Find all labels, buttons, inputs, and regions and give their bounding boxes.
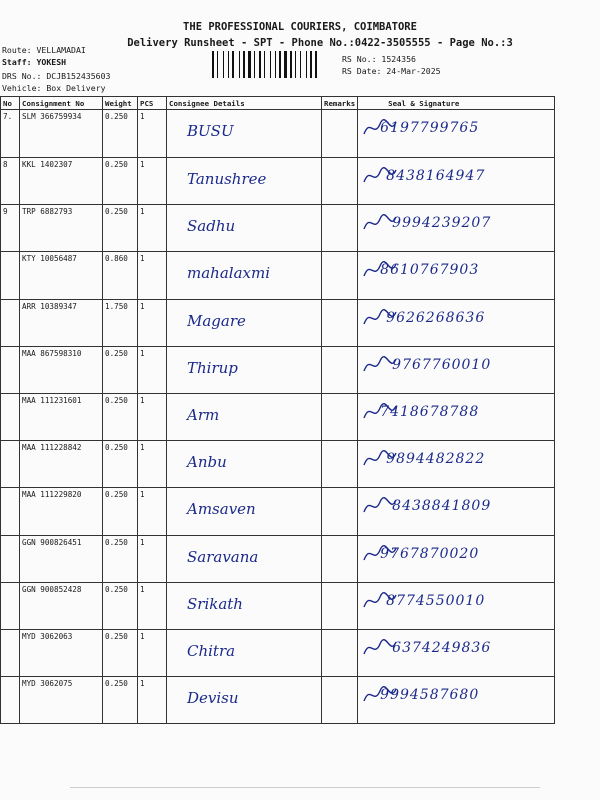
- signature-area: [360, 585, 552, 609]
- remarks-cell: [322, 583, 358, 630]
- consignee-name: Amsaven: [187, 500, 256, 518]
- remarks-cell: [322, 347, 358, 394]
- row-no: [1, 394, 20, 441]
- pcs: 1: [138, 630, 167, 677]
- signature-phone: 6374249836: [392, 640, 492, 656]
- consignee-name: Magare: [187, 312, 246, 330]
- signature-area: [360, 160, 552, 184]
- signature-cell: [358, 347, 555, 394]
- signature-area: [360, 302, 552, 326]
- pcs: 1: [138, 583, 167, 630]
- table-row: [1, 347, 555, 394]
- consignment-no: MAA 111229820: [20, 488, 103, 536]
- pcs: 1: [138, 158, 167, 205]
- remarks-cell: [322, 536, 358, 583]
- pcs: 1: [138, 677, 167, 724]
- weight: 0.250: [103, 394, 138, 441]
- signature-phone: 8610767903: [380, 262, 480, 278]
- consignee-cell: [167, 583, 322, 630]
- pcs: 1: [138, 300, 167, 347]
- consignee-name: mahalaxmi: [187, 264, 270, 282]
- table-row: [1, 205, 555, 252]
- signature-cell: [358, 158, 555, 205]
- consignee-name: Srikath: [187, 595, 243, 613]
- consignee-cell: [167, 158, 322, 205]
- weight: 0.250: [103, 536, 138, 583]
- signature-phone: 6197799765: [380, 120, 480, 136]
- row-no: [1, 630, 20, 677]
- col-header-pcs: PCS: [138, 97, 167, 110]
- signature-area: [360, 538, 552, 562]
- signature-area: [360, 207, 552, 231]
- consignee-cell: [167, 441, 322, 488]
- consignee-cell: [167, 347, 322, 394]
- col-header-consignee: Consignee Details: [167, 97, 322, 110]
- consignment-no: GGN 900826451: [20, 536, 103, 583]
- consignment-no: SLM 366759934: [20, 110, 103, 158]
- row-no: [1, 583, 20, 630]
- remarks-cell: [322, 300, 358, 347]
- table-row: [1, 536, 555, 583]
- signature-area: [360, 349, 552, 373]
- rs-number: RS No.: 1524356: [342, 54, 416, 64]
- row-no: [1, 300, 20, 347]
- runsheet-table: [0, 96, 555, 724]
- remarks-cell: [322, 394, 358, 441]
- table-row: [1, 488, 555, 536]
- sheet-subtitle: Delivery Runsheet - SPT - Phone No.:0422-3505555 - Page No.:3: [127, 37, 513, 49]
- row-no: [1, 347, 20, 394]
- remarks-cell: [322, 677, 358, 724]
- rs-date: RS Date: 24-Mar-2025: [342, 66, 441, 76]
- signature-cell: [358, 252, 555, 300]
- consignee-cell: [167, 677, 322, 724]
- weight: 0.860: [103, 252, 138, 300]
- vehicle-label: Vehicle: Box Delivery: [2, 83, 106, 93]
- col-header-weight: Weight: [103, 97, 138, 110]
- row-no: 7.: [1, 110, 20, 158]
- remarks-cell: [322, 205, 358, 252]
- consignee-name: Saravana: [187, 548, 259, 566]
- remarks-cell: [322, 488, 358, 536]
- row-no: 8: [1, 158, 20, 205]
- rs-info: [342, 53, 441, 77]
- remarks-cell: [322, 441, 358, 488]
- col-header-remarks: Remarks: [322, 97, 358, 110]
- staff-label: Staff: YOKESH: [2, 57, 67, 67]
- consignee-cell: [167, 488, 322, 536]
- signature-cell: [358, 441, 555, 488]
- consignee-cell: [167, 252, 322, 300]
- col-header-no: No: [1, 97, 20, 110]
- consignment-no: MYD 3062075: [20, 677, 103, 724]
- pcs: 1: [138, 205, 167, 252]
- weight: 0.250: [103, 110, 138, 158]
- weight: 0.250: [103, 347, 138, 394]
- pcs: 1: [138, 110, 167, 158]
- consignment-no: ARR 10389347: [20, 300, 103, 347]
- weight: 0.250: [103, 205, 138, 252]
- signature-cell: [358, 110, 555, 158]
- sheet-title: THE PROFESSIONAL COURIERS, COIMBATORE: [183, 21, 417, 33]
- col-header-signature: Seal & Signature: [358, 97, 555, 110]
- signature-cell: [358, 300, 555, 347]
- route-label: Route: VELLAMADAI: [2, 45, 86, 55]
- col-header-consignment: Consignment No: [20, 97, 103, 110]
- remarks-cell: [322, 110, 358, 158]
- signature-cell: [358, 677, 555, 724]
- row-no: [1, 536, 20, 583]
- pcs: 1: [138, 536, 167, 583]
- consignment-no: MYD 3062063: [20, 630, 103, 677]
- consignee-cell: [167, 110, 322, 158]
- consignee-name: Devisu: [187, 689, 239, 707]
- table-row: [1, 677, 555, 724]
- page-crease: [70, 787, 540, 788]
- consignment-no: KKL 1402307: [20, 158, 103, 205]
- consignee-cell: [167, 394, 322, 441]
- signature-cell: [358, 205, 555, 252]
- table-row: [1, 158, 555, 205]
- signature-cell: [358, 394, 555, 441]
- barcode: [212, 51, 334, 78]
- weight: 0.250: [103, 441, 138, 488]
- weight: 0.250: [103, 630, 138, 677]
- signature-area: [360, 254, 552, 278]
- signature-area: [360, 679, 552, 703]
- table-row: [1, 394, 555, 441]
- consignment-no: GGN 900852428: [20, 583, 103, 630]
- consignee-name: Arm: [187, 406, 220, 424]
- row-no: 9: [1, 205, 20, 252]
- consignee-name: Sadhu: [187, 217, 236, 235]
- row-no: [1, 441, 20, 488]
- weight: 0.250: [103, 677, 138, 724]
- pcs: 1: [138, 441, 167, 488]
- table-header-row: [1, 97, 555, 110]
- consignee-cell: [167, 205, 322, 252]
- consignee-name: Chitra: [187, 642, 236, 660]
- signature-phone: 9767870020: [380, 546, 480, 562]
- row-no: [1, 252, 20, 300]
- signature-cell: [358, 630, 555, 677]
- table-row: [1, 300, 555, 347]
- signature-phone: 7418678788: [380, 404, 480, 420]
- weight: 1.750: [103, 300, 138, 347]
- signature-area: [360, 490, 552, 514]
- signature-cell: [358, 536, 555, 583]
- signature-phone: 9626268636: [386, 310, 486, 326]
- consignee-name: BUSU: [187, 122, 234, 140]
- signature-area: [360, 396, 552, 420]
- weight: 0.250: [103, 488, 138, 536]
- consignee-cell: [167, 300, 322, 347]
- drs-label: DRS No.: DCJB152435603: [2, 71, 111, 81]
- signature-phone: 8438841809: [392, 498, 492, 514]
- signature-phone: 8774550010: [386, 593, 486, 609]
- signature-area: [360, 112, 552, 136]
- row-no: [1, 677, 20, 724]
- consignment-no: MAA 111228842: [20, 441, 103, 488]
- signature-area: [360, 632, 552, 656]
- consignment-no: MAA 867598310: [20, 347, 103, 394]
- table-row: [1, 110, 555, 158]
- weight: 0.250: [103, 583, 138, 630]
- consignee-name: Tanushree: [187, 170, 267, 188]
- signature-area: [360, 443, 552, 467]
- table-row: [1, 252, 555, 300]
- consignment-no: MAA 111231601: [20, 394, 103, 441]
- remarks-cell: [322, 158, 358, 205]
- signature-cell: [358, 583, 555, 630]
- signature-phone: 9994239207: [392, 215, 492, 231]
- consignee-cell: [167, 536, 322, 583]
- signature-phone: 8438164947: [386, 168, 486, 184]
- signature-phone: 9994587680: [380, 687, 480, 703]
- weight: 0.250: [103, 158, 138, 205]
- table-row: [1, 583, 555, 630]
- consignee-name: Anbu: [187, 453, 227, 471]
- signature-phone: 9767760010: [392, 357, 492, 373]
- table-row: [1, 441, 555, 488]
- signature-phone: 9894482822: [386, 451, 486, 467]
- pcs: 1: [138, 252, 167, 300]
- remarks-cell: [322, 252, 358, 300]
- pcs: 1: [138, 488, 167, 536]
- consignment-no: TRP 6882793: [20, 205, 103, 252]
- consignee-cell: [167, 630, 322, 677]
- remarks-cell: [322, 630, 358, 677]
- row-no: [1, 488, 20, 536]
- consignee-name: Thirup: [187, 359, 238, 377]
- signature-cell: [358, 488, 555, 536]
- consignment-no: KTY 10056487: [20, 252, 103, 300]
- table-row: [1, 630, 555, 677]
- pcs: 1: [138, 347, 167, 394]
- pcs: 1: [138, 394, 167, 441]
